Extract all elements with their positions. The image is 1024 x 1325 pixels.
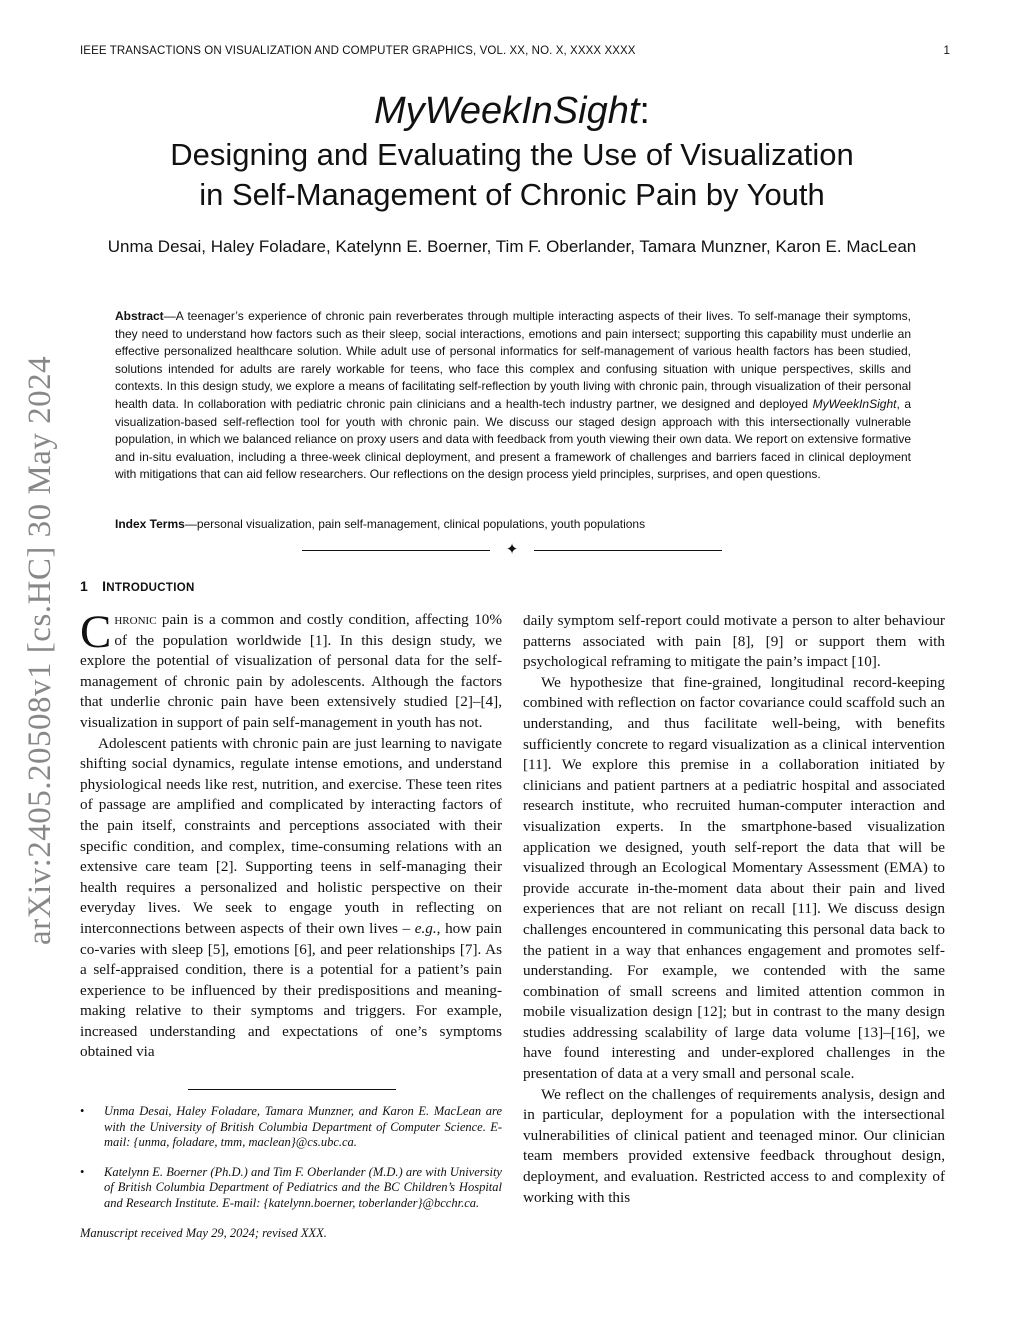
opening-smallcaps: hronic <box>114 611 157 628</box>
section-divider <box>302 540 722 560</box>
footnote-text: Katelynn E. Boerner (Ph.D.) and Tim F. Oberlander (M.D.) are with University of British Columbia Department of Pediatrics and the BC Children’s Hospital and Research Institute. E-mail: {katelynn.boerner, toberlander}@bcchr.ca. <box>104 1164 502 1210</box>
footnotes <box>80 1104 502 1241</box>
divider-rule-left <box>302 550 490 551</box>
section-title-initial: I <box>102 578 107 594</box>
running-header <box>80 45 950 57</box>
paragraph-italic: e.g. <box>414 919 437 937</box>
paragraph-text: Adolescent patients with chronic pain are just learning to navigate shifting social dynamics, regulate intense emotions, and understand physiological needs like rest, nutrition, and exercise. These teen rites of passage are amplified and complicated by interacting factors of the pain itself, constraints and perceptions associated with their specific condition, and complex, time-consuming relations with an extensive care team [2]. Supporting teens in self-managing their health requires a personalized and holistic perspective on their everyday lives. We seek to engage youth in reflecting on interconnections between aspects of their own lives – <box>80 734 502 937</box>
title-colon: : <box>639 90 650 132</box>
page-number: 1 <box>943 45 950 57</box>
arxiv-stamp: arXiv:2405.20508v1 [cs.HC] 30 May 2024 <box>22 355 58 945</box>
title-line-2: in Self-Management of Chronic Pain by Youth <box>199 177 825 212</box>
section-title-rest: NTRODUCTION <box>106 582 195 594</box>
journal-header: IEEE TRANSACTIONS ON VISUALIZATION AND COMPUTER GRAPHICS, VOL. XX, NO. X, XXXX XXXX <box>80 45 636 57</box>
paragraph: daily symptom self-report could motivate a person to alter behaviour patterns associated with pain [8], [9] or support them with psychological reframing to mitigate the pain’s impact [10]. <box>523 612 945 671</box>
body-column-left <box>80 606 502 1063</box>
abstract-label: Abstract <box>115 309 164 323</box>
bullet-icon: • <box>80 1164 85 1179</box>
abstract-text-2: , a visualization-based self-reflection tool for youth with chronic pain. We discuss our staged design approach with this intersectionally vulnerable population, in which we balanced reliance on proxy users and data with feedback from youth viewing their own data. We report on extensive formative and in-situ evaluation, including a three-week clinical deployment, and present a framework of challenges and barriers faced in clinical deployment with mitigations that can aid fellow researchers. Our reflections on the design process yield principles, surprises, and open questions. <box>115 396 912 482</box>
bullet-icon: • <box>80 1104 85 1118</box>
abstract-text-1: —A teenager’s experience of chronic pain reverberates through multiple interacting aspects of their lives. To self-manage their symptoms, they need to understand how factors such as their sleep, social interactions, emotions and pain intersect; supporting this capability must underlie an effective personalized healthcare solution. While adult use of personal informatics for self-management of various health factors has been studied, solutions intended for adults are rarely workable for teens, who face this complex and confusing situation with unique perspectives, skills and contexts. In this design study, we explore a means of facilitating self-reflection by youth living with chronic pain, through visualization of their personal health data. In collaboration with pediatric chronic pain clinicians and a health-tech industry partner, we designed and deployed <box>115 309 911 411</box>
manuscript-note: Manuscript received May 29, 2024; revised XXX. <box>80 1225 327 1240</box>
paragraph: We reflect on the challenges of requirements analysis, design and in particular, deployment for a population with the intersectional vulnerabilities of clinical patient and teenaged minor. Our clinician team members provided extensive feedback throughout design, deployment, and evaluation. Restricted access to and complexity of working with this <box>523 1085 945 1206</box>
paragraph <box>80 734 502 1064</box>
abstract <box>115 308 911 484</box>
index-terms <box>115 516 911 533</box>
index-terms-label: Index Terms <box>115 517 185 531</box>
title-app-line <box>100 88 924 134</box>
abstract-app-name: MyWeekInSight <box>812 396 897 411</box>
title-app-name: MyWeekInSight <box>374 90 640 132</box>
footnote-text: Unma Desai, Haley Foladare, Tamara Munzner, and Karon E. MacLean are with the University of British Columbia Department of Computer Science. E-mail: {unma, foladare, tmm, maclean}@cs.ubc.ca. <box>104 1104 502 1150</box>
paragraph <box>80 606 502 734</box>
title-line-1: Designing and Evaluating the Use of Visualization <box>170 137 854 172</box>
drop-cap: C <box>80 606 112 658</box>
star-icon: ✦ <box>505 542 519 558</box>
divider-rule-right <box>534 550 722 551</box>
author-list: Unma Desai, Haley Foladare, Katelynn E. Boerner, Tim F. Oberlander, Tamara Munzner, Karon E. MacLean <box>107 237 917 256</box>
paragraph: We hypothesize that fine-grained, longitudinal record-keeping combined with reflection on factor covariance could scaffold such an understanding, and thus facilitate well-being, with benefits sufficiently concrete to regard visualization as a clinical intervention [11]. We explore this premise in a collaboration initiated by clinicians and patient partners at a pediatric hospital and associated research institute, who recruited human-computer interaction and visualization experts. In the smartphone-based visualization application we designed, youth self-report the data that will be visualized through an Ecological Momentary Assessment (EMA) to provide accurate in-the-moment data about their pain and lived experiences that are not reliant on recall [11]. We discuss design challenges encountered in communicating this personal data back to the patient in a way that enhances engagement and promotes self-understanding. For example, we contended with the same combination of small screens and limited attention common in mobile visualization design [12]; but in contrast to the many design studies addressing scalability of large data volume [13]–[16], we have found interesting and under-explored challenges in the presentation of data at a very small and personal scale. <box>523 673 945 1083</box>
paragraph-text: pain is a common and costly condition, affecting 10% of the population worldwide [1]. In this design study, we explore the potential of visualization of personal data for the self-management of chronic pain by adolescents. Although the factors that underlie chronic pain have been extensively studied [2]–[4], visualization in support of pain self-management in youth has not. <box>80 611 502 731</box>
footnote-rule <box>188 1089 396 1090</box>
body-column-right <box>523 611 945 1208</box>
paragraph-text: , how pain co-varies with sleep [5], emotions [6], and peer relationships [7]. As a self-appraised condition, there is a potential for a patient’s pain experience to be influenced by their predispositions and meaning-making relative to their symptoms and triggers. For example, increased understanding and expectations of one’s symptoms obtained via <box>80 919 502 1061</box>
paper-title <box>100 88 924 214</box>
footnote <box>80 1104 502 1151</box>
footnote <box>80 1165 502 1212</box>
index-terms-text: —personal visualization, pain self-management, clinical populations, youth populations <box>184 517 646 531</box>
section-number: 1 <box>80 578 89 594</box>
section-heading <box>80 578 195 594</box>
